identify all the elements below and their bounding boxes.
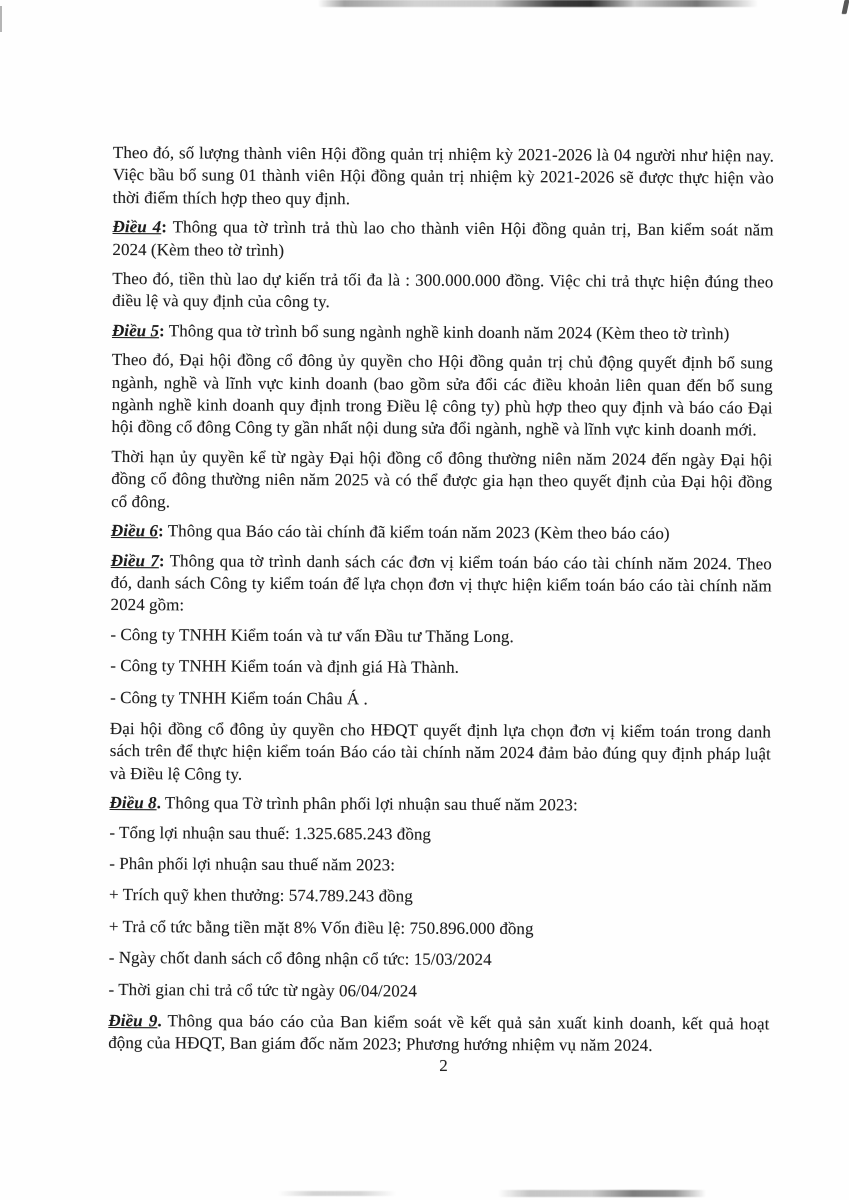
list-item-auditor-chau-a: - Công ty TNHH Kiểm toán Châu Á . xyxy=(110,687,368,708)
paragraph-business-line-authorization: Theo đó, Đại hội đồng cổ đông ủy quyền cho Hội đồng quản trị chủ động quyết định bổ sung ngành, nghề và lĩnh vực kinh doanh (bao gồm sửa đổi các điều khoản liên quan đến bổ sung ngành nghề kinh doanh quy định trong Điều lệ công ty) phù hợp theo quy định và báo cáo Đại hội đồng cổ đông Công ty gần nhất nội dung sửa đổi ngành, nghề và lĩnh vực kinh doanh mới. xyxy=(111,350,773,440)
article-6-text: Thông qua Báo cáo tài chính đã kiểm toán năm 2023 (Kèm theo báo cáo) xyxy=(163,521,670,544)
paragraph-board-member-count: Theo đó, số lượng thành viên Hội đồng quản trị nhiệm kỳ 2021-2026 là 04 người như hiện nay. Việc bầu bổ sung 01 thành viên Hội đồng quản trị nhiệm kỳ 2021-2026 sẽ được thực hiện vào thời điểm thích hợp theo quy định. xyxy=(112,142,774,209)
article-7-text: Thông qua tờ trình danh sách các đơn vị kiểm toán báo cáo tài chính năm 2024. Theo đó, danh sách Công ty kiểm toán để lựa chọn đơn vị thực hiện kiểm toán báo cáo tài chính năm 2024 gồm: xyxy=(110,550,772,615)
list-item-cash-dividend: + Trả cổ tức bằng tiền mặt 8% Vốn điều lệ: 750.896.000 đồng xyxy=(108,916,534,938)
list-item-profit-distribution: - Phân phối lợi nhuận sau thuế năm 2023: xyxy=(109,853,396,875)
article-8-label: Điều 8 xyxy=(109,793,157,813)
paragraph-hdqt-auditor-authorization: Đại hội đồng cổ đông ủy quyền cho HĐQT quyết định lựa chọn đơn vị kiểm toán trong danh sách trên để thực hiện kiểm toán Báo cáo tài chính năm 2024 đảm bảo đúng quy định pháp luật và Điều lệ Công ty. xyxy=(109,718,771,784)
article-4-heading: Điều 4: Thông qua tờ trình trả thù lao cho thành viên Hội đồng quản trị, Ban kiểm soát năm 2024 (Kèm theo tờ trình) xyxy=(112,217,774,260)
article-8-text: Thông qua Tờ trình phân phối lợi nhuận sau thuế năm 2023: xyxy=(160,793,578,815)
scan-mark-left-edge-icon xyxy=(0,6,2,32)
scan-mark-top-right-icon xyxy=(842,0,849,14)
article-9-text: Thông qua báo cáo của Ban kiểm soát về kết quả sản xuất kinh doanh, kết quả hoạt động của HĐQT, Ban giám đốc năm 2023; Phương hướng nhiệm vụ năm 2024. xyxy=(108,1011,770,1056)
article-6-label: Điều 6 xyxy=(110,521,159,541)
scan-smudge-top-icon xyxy=(318,0,758,7)
list-item-record-date: - Ngày chốt danh sách cổ đông nhận cổ tức: 15/03/2024 xyxy=(108,948,492,970)
article-6-heading: Điều 6: Thông qua Báo cáo tài chính đã kiểm toán năm 2023 (Kèm theo báo cáo) xyxy=(110,521,670,544)
article-7-heading: Điều 7: Thông qua tờ trình danh sách các đơn vị kiểm toán báo cáo tài chính năm 2024. Theo đó, danh sách Công ty kiểm toán để lựa chọn đơn vị thực hiện kiểm toán báo cáo tài chính năm 2024 gồm: xyxy=(110,550,772,615)
list-item-total-profit: - Tổng lợi nhuận sau thuế: 1.325.685.243 đồng xyxy=(109,822,432,844)
page-number: 2 xyxy=(439,1056,448,1075)
list-item-auditor-ha-thanh: - Công ty TNHH Kiểm toán và định giá Hà Thành. xyxy=(110,656,460,677)
article-8-heading: Điều 8. Thông qua Tờ trình phân phối lợi nhuận sau thuế năm 2023: xyxy=(109,793,578,815)
article-9-heading: Điều 9. Thông qua báo cáo của Ban kiểm soát về kết quả sản xuất kinh doanh, kết quả hoạt động của HĐQT, Ban giám đốc năm 2023; Phương hướng nhiệm vụ năm 2024. xyxy=(108,1010,770,1056)
paragraph-remuneration: Theo đó, tiền thù lao dự kiến trả tối đa là : 300.000.000 đồng. Việc chi trả thực hiện đúng theo điều lệ và quy định của công ty. xyxy=(112,269,774,312)
article-4-text: Thông qua tờ trình trả thù lao cho thành viên Hội đồng quản trị, Ban kiểm soát năm 2024 (Kèm theo tờ trình) xyxy=(112,217,774,260)
list-item-auditor-thang-long: - Công ty TNHH Kiểm toán và tư vấn Đầu tư Thăng Long. xyxy=(110,624,514,646)
scan-smudge-bottom-left-icon xyxy=(278,1191,396,1196)
article-5-text: Thông qua tờ trình bổ sung ngành nghề kinh doanh năm 2024 (Kèm theo tờ trình) xyxy=(164,321,730,344)
list-item-payment-date: - Thời gian chi trả cổ tức từ ngày 06/04/2024 xyxy=(108,979,417,1001)
article-7-label: Điều 7 xyxy=(110,550,159,570)
paragraph-authorization-term: Thời hạn ủy quyền kể từ ngày Đại hội đồng cổ đông thường niên năm 2024 đến ngày Đại hội đồng cổ đông thường niên năm 2025 và có thể được gia hạn theo quyết định của Đại hội đồng cổ đông. xyxy=(111,446,773,511)
scan-smudge-bottom-right-icon xyxy=(498,1190,706,1197)
list-item-reward-fund: + Trích quỹ khen thưởng: 574.789.243 đồng xyxy=(109,885,413,906)
article-5-heading: Điều 5: Thông qua tờ trình bổ sung ngành nghề kinh doanh năm 2024 (Kèm theo tờ trình) xyxy=(111,320,730,344)
article-5-label: Điều 5 xyxy=(111,320,160,341)
article-4-label: Điều 4 xyxy=(112,217,162,237)
document-body xyxy=(108,142,774,1065)
article-9-label: Điều 9 xyxy=(108,1010,158,1031)
